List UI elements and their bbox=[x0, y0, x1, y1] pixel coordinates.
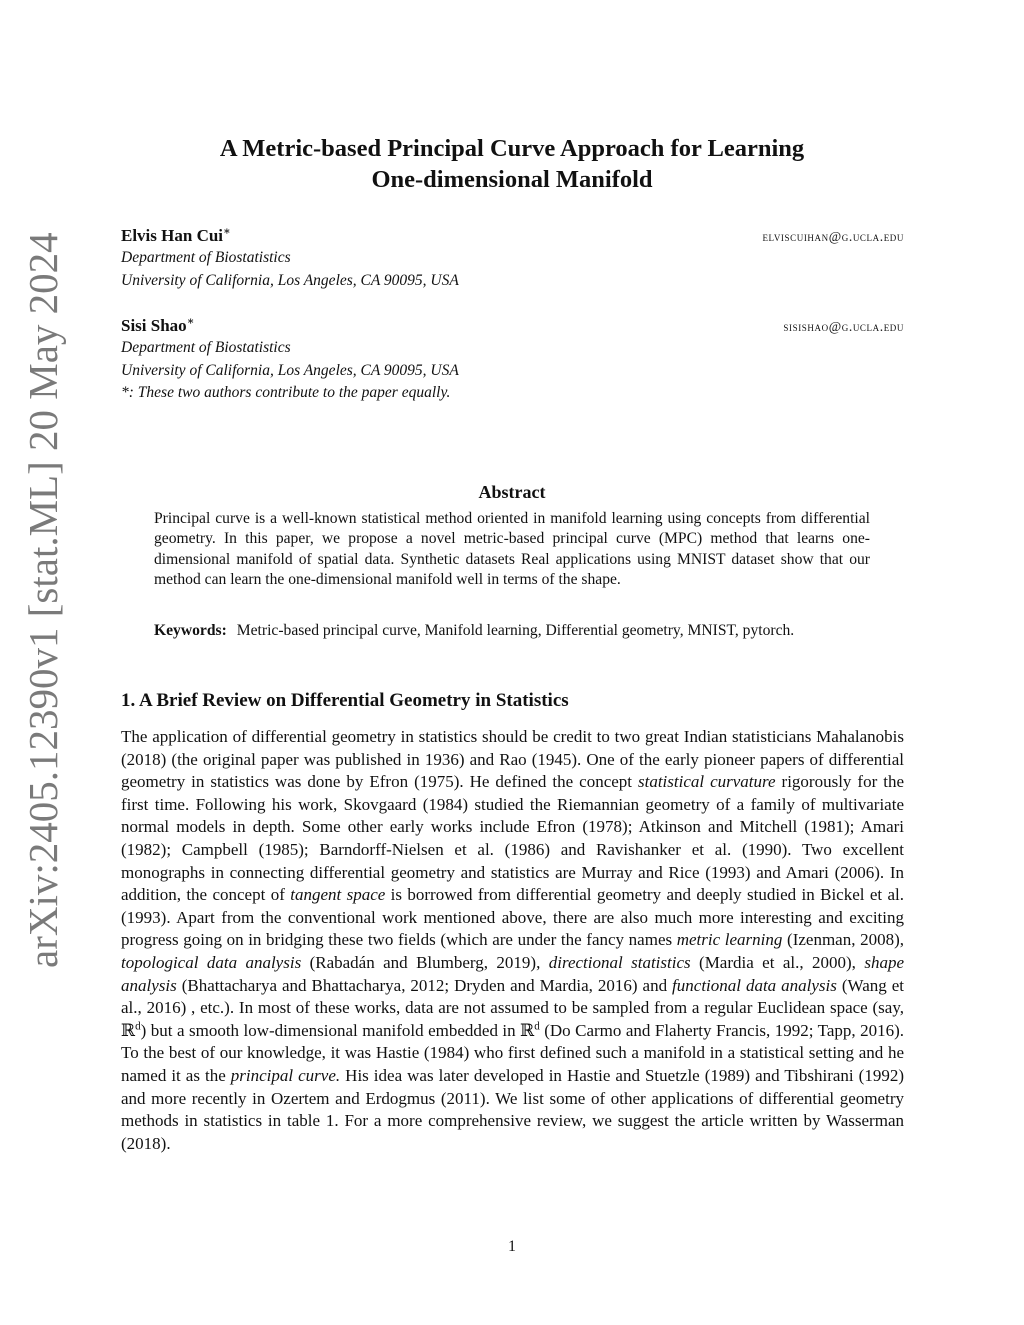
author-block-1 bbox=[121, 225, 904, 292]
italic-term: functional data analysis bbox=[672, 975, 837, 995]
section-heading: 1. A Brief Review on Differential Geometry in Statistics bbox=[121, 690, 569, 711]
italic-term: principal curve. bbox=[230, 1065, 341, 1085]
author-department: Department of Biostatistics bbox=[121, 339, 291, 356]
superscript: d bbox=[135, 1020, 141, 1033]
author-university: University of California, Los Angeles, CA 90095, USA bbox=[121, 271, 459, 289]
paragraph-run: (Izenman, 2008), bbox=[782, 930, 905, 950]
paragraph-run: is borrowed from differential geometry and deeply studied in Bickel et al. (1993). Apart from the conventional work mentioned above, there are also much more interesting and exciting progress going on in bridging these two fields (which are under the fancy names bbox=[121, 885, 904, 950]
author-name-text: Sisi Shao bbox=[121, 316, 187, 335]
keywords-text: Metric-based principal curve, Manifold learning, Differential geometry, MNIST, pytorch. bbox=[236, 622, 795, 639]
superscript: d bbox=[534, 1020, 540, 1033]
equal-contribution-note: *: These two authors contribute to the paper equally. bbox=[121, 384, 451, 401]
keywords-label: Keywords: bbox=[154, 622, 227, 639]
section-paragraph bbox=[121, 726, 904, 1155]
paper-title-line-2: One-dimensional Manifold bbox=[371, 166, 653, 193]
paragraph-run: (Do Carmo and Flaherty Francis, 1992; Tapp, 2016). To the best of our knowledge, it was Hastie (1984) who first defined such a manifold in a statistical setting and he named it as the bbox=[121, 1020, 904, 1085]
arxiv-identifier-stamp: arXiv:2405.12390v1 [stat.ML] 20 May 2024 bbox=[20, 232, 66, 968]
author-email[interactable]: sisishao@g.ucla.edu bbox=[783, 319, 904, 334]
author-name-text: Elvis Han Cui bbox=[121, 226, 224, 245]
italic-term: tangent space bbox=[290, 885, 386, 905]
italic-term: shape analysis bbox=[121, 952, 905, 995]
paragraph-run: rigorously for the first time. Following his work, Skovgaard (1984) studied the Riemannian geometry of a family of multivariate normal models in depth. Some other early works include Efron (1978); Atkinson and Mitchell (1981); Amari (1982); Campbell (1985); Barndorff-Nielsen et al. (1986) and Ravishanker et al. (1990). Two excellent monographs in connecting differential geometry and statistics are Murray and Rice (1993) and Amari (2006). In addition, the concept of bbox=[121, 772, 904, 905]
italic-term: statistical curvature bbox=[638, 772, 776, 792]
author-university: University of California, Los Angeles, CA 90095, USA bbox=[121, 361, 459, 379]
paragraph-run: (Wang et al., 2016) , etc.). In most of these works, data are not assumed to be sampled from a regular Euclidean space (say, ℝ bbox=[121, 975, 904, 1040]
author-email[interactable]: elviscuihan@g.ucla.edu bbox=[762, 229, 904, 244]
author-marker: ∗ bbox=[223, 225, 231, 238]
paragraph-run: (Mardia et al., 2000), bbox=[690, 952, 865, 972]
paragraph-run: (Rabadán and Blumberg, 2019), bbox=[301, 952, 549, 972]
author-department: Department of Biostatistics bbox=[121, 249, 291, 266]
author-marker: ∗ bbox=[186, 315, 195, 328]
paragraph-run: (Bhattacharya and Bhattacharya, 2012; Dryden and Mardia, 2016) and bbox=[176, 975, 673, 995]
author-block-2 bbox=[121, 315, 904, 405]
paper-title-line-1: A Metric-based Principal Curve Approach for Learning bbox=[219, 135, 805, 162]
italic-term: topological data analysis bbox=[121, 952, 302, 972]
page-number: 1 bbox=[508, 1238, 516, 1255]
abstract-text: Principal curve is a well-known statistical method oriented in manifold learning using concepts from differential geometry. In this paper, we propose a novel metric-based principal curve (MPC) method that learns one-dimensional manifold of spatial data. Synthetic datasets Real applications using MNIST dataset show that our method can learn the one-dimensional manifold well in terms of the shape. bbox=[154, 510, 870, 588]
italic-term: metric learning bbox=[676, 930, 783, 950]
paragraph-run: The application of differential geometry in statistics should be credit to two great Indian statisticians Mahalanobis (2018) (the original paper was published in 1936) and Rao (1945). One of the early pioneer papers of differential geometry in statistics was done by Efron (1975). He defined the concept bbox=[121, 727, 904, 792]
paragraph-run: ) but a smooth low-dimensional manifold embedded in ℝ bbox=[140, 1020, 535, 1040]
abstract-heading: Abstract bbox=[478, 482, 546, 502]
italic-term: directional statistics bbox=[548, 952, 691, 972]
keywords bbox=[154, 621, 870, 641]
paper-title bbox=[120, 133, 904, 195]
paragraph-run: His idea was later developed in Hastie and Stuetzle (1989) and Tibshirani (1992) and more recently in Ozertem and Erdogmus (2011). We list some of other applications of differential geometry methods in statistics in table 1. For a more comprehensive review, we suggest the article written by Wasserman (2018). bbox=[121, 1065, 904, 1153]
